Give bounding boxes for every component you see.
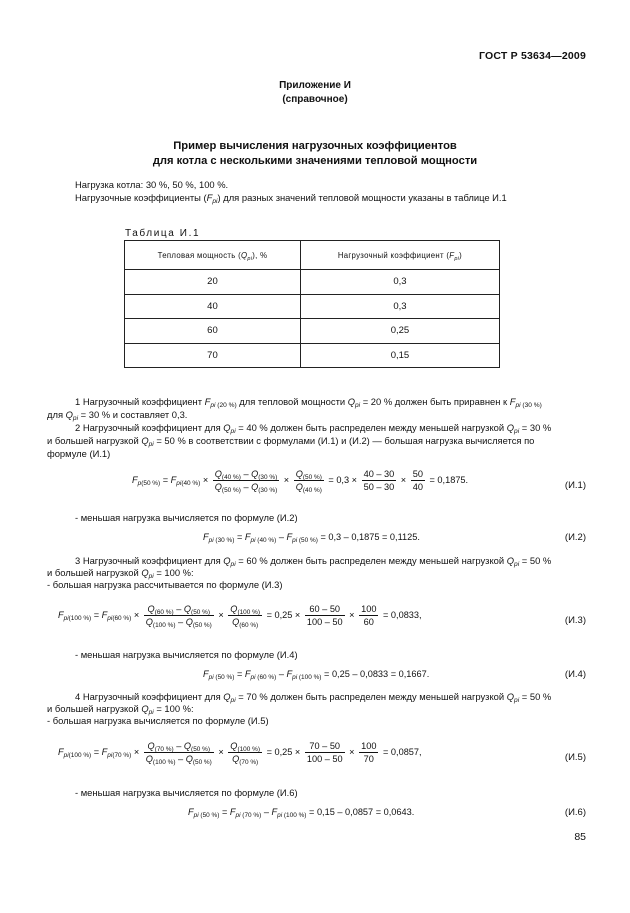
- formula-i4: $F_{pi (50 \%)} = F_{pi (60 \%)} - F_{pi (100 \%)} = 0,25 - 0,0833 = 0,1667$.: [203, 669, 430, 681]
- paragraph-4: 4 Нагрузочный коэффициент для $Q_{pi} = 70$ % должен быть распределен между меньшей нагрузкой $Q_{pi} = 50$ %: [75, 691, 552, 704]
- appendix-label: Приложение И: [279, 80, 351, 91]
- step-smaller-load-1: - меньшая нагрузка вычисляется по формуле (И.2): [75, 512, 298, 523]
- formula-i3: $F_{pi(100 \%)} = F_{pi(60 \%)}$ × $\frac{Q_{(60 \%)} - Q_{(50 \%)}}{Q_{(100 \%)} - Q_{(50 \%)}}$ × $\frac{Q_{(100 \%)}}{Q_{(60 \%)}}$ = 0,25 × $\frac{60 - 50}{100 - 50}$ × $\frac{100}{60}$ = 0,0833,: [58, 604, 422, 629]
- title-line-2: для котла с несколькими значениями тепловой мощности: [152, 155, 478, 167]
- table-row: 60 0,25: [125, 319, 500, 344]
- table-row: 40 0,3: [125, 294, 500, 319]
- formula-i3-number: (И.3): [564, 615, 586, 626]
- paragraph-1-cont: для $Q_{pi} = 30$ % и составляет 0,3.: [47, 409, 188, 422]
- formula-i4-number: (И.4): [564, 669, 586, 680]
- formula-i5: $F_{pi(100 \%)} = F_{pi(70 \%)}$ × $\frac{Q_{(70 \%)} - Q_{(50 \%)}}{Q_{(100 \%)} - Q_{(50 \%)}}$ × $\frac{Q_{(100 \%)}}{Q_{(70 \%)}}$ = 0,25 × $\frac{70 - 50}{100 - 50}$ × $\frac{100}{70}$ = 0,0857,: [58, 741, 422, 766]
- paragraph-3-end: - большая нагрузка рассчитывается по формуле (И.3): [47, 579, 283, 590]
- table-row: 20 0,3: [125, 270, 500, 295]
- header-heat-output: Тепловая мощность $(Q_{pi})$, %: [125, 241, 301, 270]
- formula-i1: $F_{p(50 \%)} = F_{pi(40 \%)}$ × $\frac{Q_{(40 \%)} - Q_{(30 \%)}}{Q_{(50 \%)} - Q_{(30 \%)}}$ × $\frac{Q_{(50 \%)}}{Q_{(40 \%)}}$ = 0,3 × $\frac{40 - 30}{50 - 30}$ × $\frac{50}{40}$ = 0,1875.: [132, 469, 469, 494]
- paragraph-3-cont: и большей нагрузкой $Q_{pi} = 100$ %:: [47, 567, 194, 580]
- paragraph-3: 3 Нагрузочный коэффициент для $Q_{pi} = 60$ % должен быть распределен между меньшей нагрузкой $Q_{pi} = 50$ %: [75, 555, 552, 568]
- formula-i1-number: (И.1): [564, 480, 586, 491]
- paragraph-2-end: формуле (И.1): [47, 448, 111, 459]
- table-row: 70 0,15: [125, 343, 500, 368]
- load-coefficient-table: [124, 240, 500, 368]
- page-number: 85: [574, 831, 586, 843]
- paragraph-2: 2 Нагрузочный коэффициент для $Q_{pi} = 40$ % должен быть распределен между меньшей нагрузкой $Q_{pi} = 30$ %: [75, 422, 552, 435]
- table-caption: Таблица И.1: [125, 228, 201, 239]
- formula-i6-number: (И.6): [564, 807, 586, 818]
- paragraph-4-cont: и большей нагрузкой $Q_{pi} = 100$ %:: [47, 703, 194, 716]
- title-line-1: Пример вычисления нагрузочных коэффициентов: [173, 140, 457, 152]
- standard-header: ГОСТ Р 53634—2009: [478, 50, 586, 62]
- step-smaller-load-3: - меньшая нагрузка вычисляется по формуле (И.4): [75, 649, 298, 660]
- formula-i2: $F_{pi (30 \%)} = F_{pi (40 \%)} - F_{pi (50 \%)} = 0,3 - 0,1875 = 0,1125$.: [203, 532, 420, 544]
- formula-i6: $F_{pi (50 \%)} = F_{pi (70 \%)} - F_{pi (100 \%)} = 0,15 - 0,0857 = 0,0643$.: [188, 807, 415, 819]
- header-load-coefficient: Нагрузочный коэффициент $(F_{pi})$: [300, 241, 499, 270]
- formula-i5-number: (И.5): [564, 752, 586, 763]
- step-smaller-load-5: - меньшая нагрузка вычисляется по формуле (И.6): [75, 787, 298, 798]
- intro-coefficients: Нагрузочные коэффициенты $(F_{pi})$ для разных значений тепловой мощности указаны в таблице И.1: [75, 192, 507, 205]
- formula-i2-number: (И.2): [564, 532, 586, 543]
- paragraph-2-cont: и большей нагрузкой $Q_{pi} = 50$ % в соответствии с формулами (И.1) и (И.2) — большая нагрузка вычисляется по: [47, 435, 535, 448]
- section-title: [0, 139, 630, 169]
- intro-load: Нагрузка котла: 30 %, 50 %, 100 %.: [75, 179, 229, 190]
- paragraph-1: 1 Нагрузочный коэффициент $F_{pi (20 \%)}$ для тепловой мощности $Q_{pi} = 20$ % должен быть приравнен к $F_{pi (30 \%)}$: [75, 396, 542, 409]
- table-header-row: [125, 241, 500, 270]
- paragraph-4-end: - большая нагрузка вычисляется по формуле (И.5): [47, 715, 269, 726]
- appendix-type: (справочное): [282, 94, 348, 105]
- appendix-heading: [0, 79, 630, 107]
